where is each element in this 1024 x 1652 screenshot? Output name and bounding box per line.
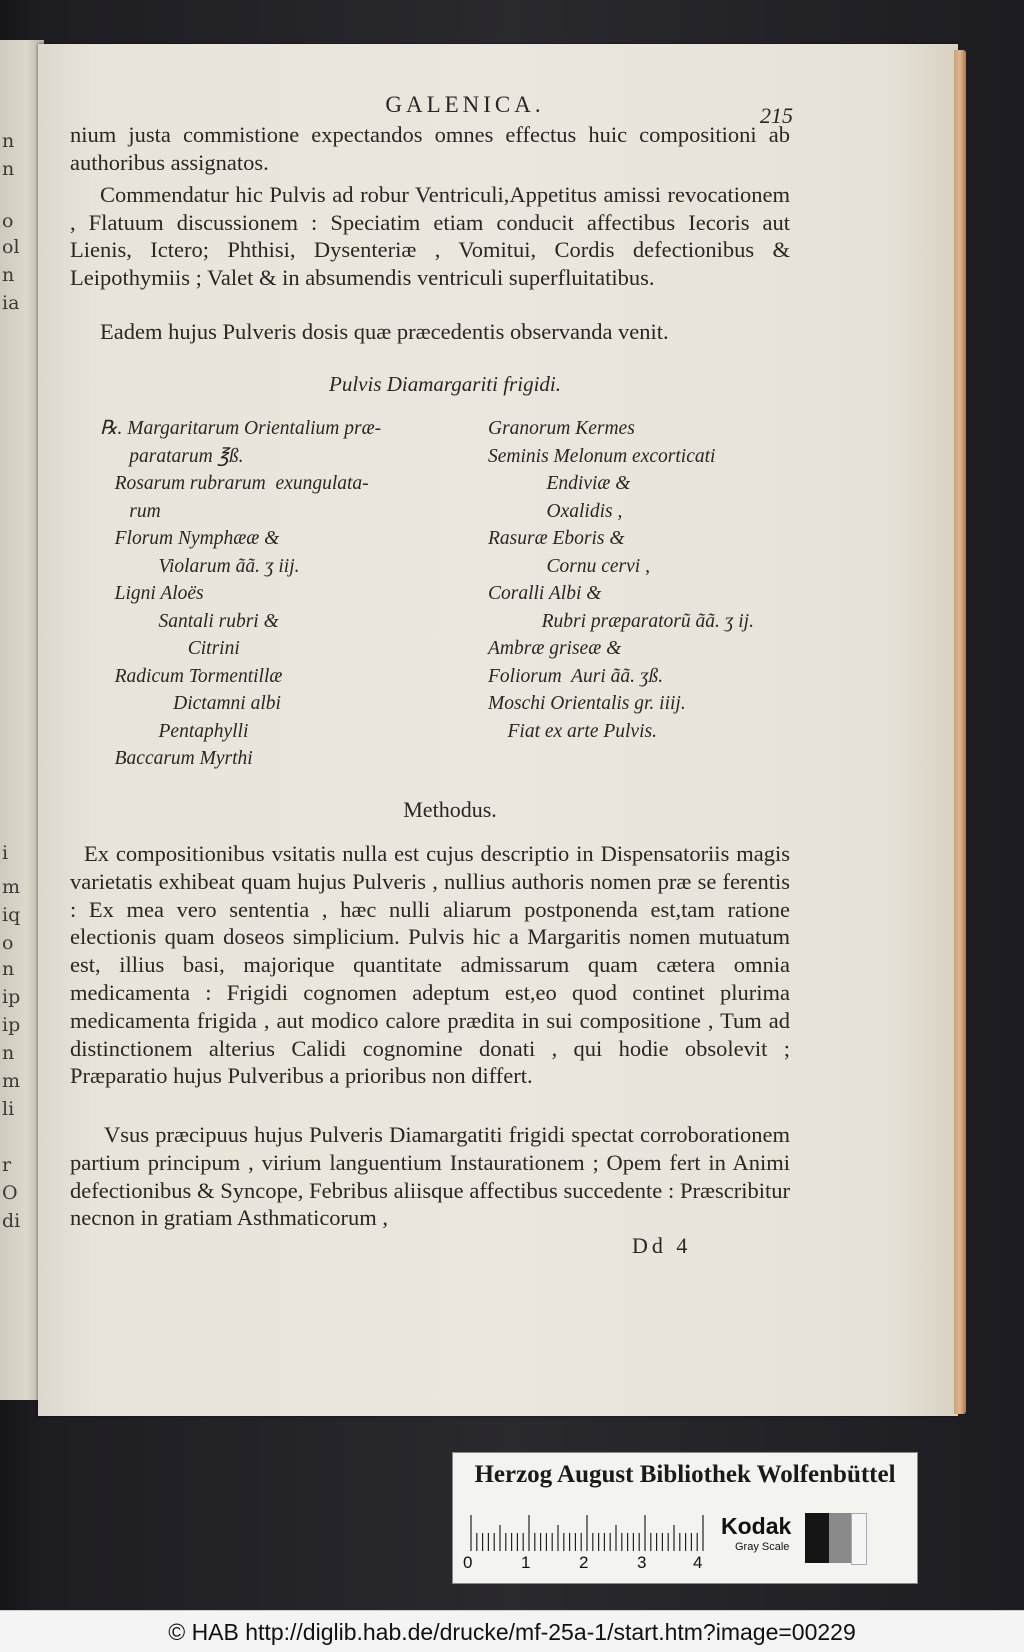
recipe-line: Violarum ãã. ʒ iij.: [100, 555, 300, 577]
library-name: Herzog August Bibliothek Wolfenbüttel: [474, 1461, 896, 1488]
recipe-line: Radicum Tormentillæ: [100, 665, 283, 687]
paragraph-text: nium justa commistione expectandos omnes effectus huic compositioni ab authoribus assignatos.: [70, 122, 790, 175]
left-page-fragment: O: [2, 1182, 18, 1204]
recipe-line: Moschi Orientalis gr. iiij.: [488, 693, 686, 714]
paragraph-text: Ex compositionibus vsitatis nulla est cujus descriptio in Dispensatoriis magis varietatis exhibeat quam hujus Pulveris , nullius authoris nomen præ se ferentis : Ex mea vero sententia , hæc nulli aliarum postponenda est,tam ratione electionis quam doseos simplicium. Pulvis hic a Margaritis nomen mutuatum est, illius basi, majorique quantitate admissarum quam cætera omnia medicamenta : Frigidi cognomen adeptum est,eo quod continet plurima medicamenta frigida , aut modico calore prædita in sui compositione , Tum ad distinctionem alterius Calidi cognomine donati , qui hodie obsolevit ; Præparatio hujus Pulveribus a prioribus non differt.: [70, 841, 790, 1089]
left-page-fragment: ip: [2, 986, 21, 1008]
recipe-line: Santali rubri &: [100, 610, 279, 632]
running-head: GALENICA.: [385, 92, 545, 117]
ruler-number: 3: [637, 1553, 647, 1572]
paragraph-1: [70, 121, 790, 176]
ruler-icon: [467, 1511, 707, 1551]
left-page-fragment: iq: [2, 904, 21, 926]
recipe-line: Dictamni albi: [100, 693, 281, 714]
kodak-logo: Kodak: [721, 1513, 792, 1539]
ruler-number: 1: [521, 1553, 531, 1572]
recipe-line: Cornu cervi ,: [488, 555, 650, 577]
paragraph-text: Commendatur hic Pulvis ad robur Ventriculi,Appetitus amissi revocationem , Flatuum discussionem : Speciatim etiam conducit affectibus Iecoris aut Lienis, Ictero; Phthisi, Dysenteriæ , Vomitui, Cordis defectionibus & Leipothymiis ; Valet & in absumendis ventriculi superfluitatibus.: [70, 182, 790, 290]
left-page-fragment: o: [2, 210, 14, 232]
recipe-line: Rasuræ Eboris &: [488, 528, 625, 549]
recipe-left-column: [100, 415, 460, 773]
ruler-number: 4: [693, 1553, 703, 1572]
left-page-fragment: m: [2, 876, 21, 898]
recipe-line: Ambræ griseæ &: [488, 638, 622, 659]
library-label: [452, 1452, 918, 1584]
left-page-fragment: ol: [2, 236, 20, 258]
ruler-number: 0: [463, 1553, 473, 1572]
recipe-line: Rubri præparatorũ ãã. ʒ ij.: [488, 610, 754, 632]
recipe-line: ℞. Margaritarum Orientalium præ-: [100, 418, 382, 439]
page-number: 215: [760, 103, 793, 128]
left-page-fragment: n: [2, 264, 15, 286]
recipe-line: Pentaphylli: [100, 720, 249, 742]
paragraph-4: [70, 840, 790, 1090]
left-page-fragment: i: [2, 842, 9, 864]
signature-mark: Dd 4: [632, 1233, 692, 1258]
recipe-right-column: [488, 415, 818, 745]
recipe-line: Oxalidis ,: [488, 500, 623, 522]
left-page-fragment: o: [2, 932, 14, 954]
left-page-fragment: m: [2, 1070, 21, 1092]
recipe-line: Seminis Melonum excorticati: [488, 445, 716, 467]
page-edge: [954, 50, 966, 1414]
gray-swatch-icon: [805, 1513, 865, 1563]
paragraph-5: [70, 1121, 790, 1232]
recipe-line: Florum Nymphææ &: [100, 528, 280, 549]
left-page-fragment: di: [2, 1210, 21, 1232]
left-page-fragment: n: [2, 130, 15, 152]
recipe-line: Rosarum rubrarum exungulata-: [100, 473, 369, 494]
paragraph-2: [70, 181, 790, 291]
left-page-fragment: n: [2, 958, 15, 980]
recipe-line: Foliorum Auri ãã. ʒß.: [488, 665, 664, 687]
recipe-line: Fiat ex arte Pulvis.: [488, 720, 657, 742]
paragraph-text: Vsus præcipuus hujus Pulveris Diamargatiti frigidi spectat corroborationem partium principum , virium languentium Instaurationem ; Opem fert in Animi defectionibus & Syncope, Febribus aliisque affectibus succedente : Præscribitur necnon in gratiam Asthmaticorum ,: [70, 1122, 790, 1231]
recipe-line: Baccarum Myrthi: [100, 748, 253, 769]
footer-link[interactable]: © HAB http://diglib.hab.de/drucke/mf-25a-1/start.htm?image=00229: [168, 1619, 856, 1645]
recipe-line: Endiviæ &: [488, 473, 631, 494]
recipe-line: Citrini: [100, 638, 240, 659]
left-page-fragment: ia: [2, 292, 20, 314]
recipe-line: Coralli Albi &: [488, 583, 602, 604]
gray-scale-caption: Gray Scale: [735, 1541, 790, 1553]
left-page-fragment: n: [2, 158, 15, 180]
left-page-fragment: r: [2, 1154, 12, 1176]
left-page-fragment: li: [2, 1098, 15, 1120]
left-page-fragment: ip: [2, 1014, 21, 1036]
paragraph-3: [100, 318, 820, 346]
ruler-number: 2: [579, 1553, 589, 1572]
paragraph-text: Eadem hujus Pulveris dosis quæ præcedentis observanda venit.: [100, 319, 669, 344]
footer-bar: [0, 1610, 1024, 1652]
recipe-line: Ligni Aloës: [100, 583, 204, 604]
recipe-title: Pulvis Diamargariti frigidi.: [329, 372, 561, 396]
recipe-line: paratarum ℥ß.: [100, 445, 244, 467]
recipe-line: Granorum Kermes: [488, 418, 635, 439]
recipe-line: rum: [100, 500, 161, 522]
section-heading: Methodus.: [403, 797, 497, 822]
left-page-fragment: n: [2, 1042, 15, 1064]
